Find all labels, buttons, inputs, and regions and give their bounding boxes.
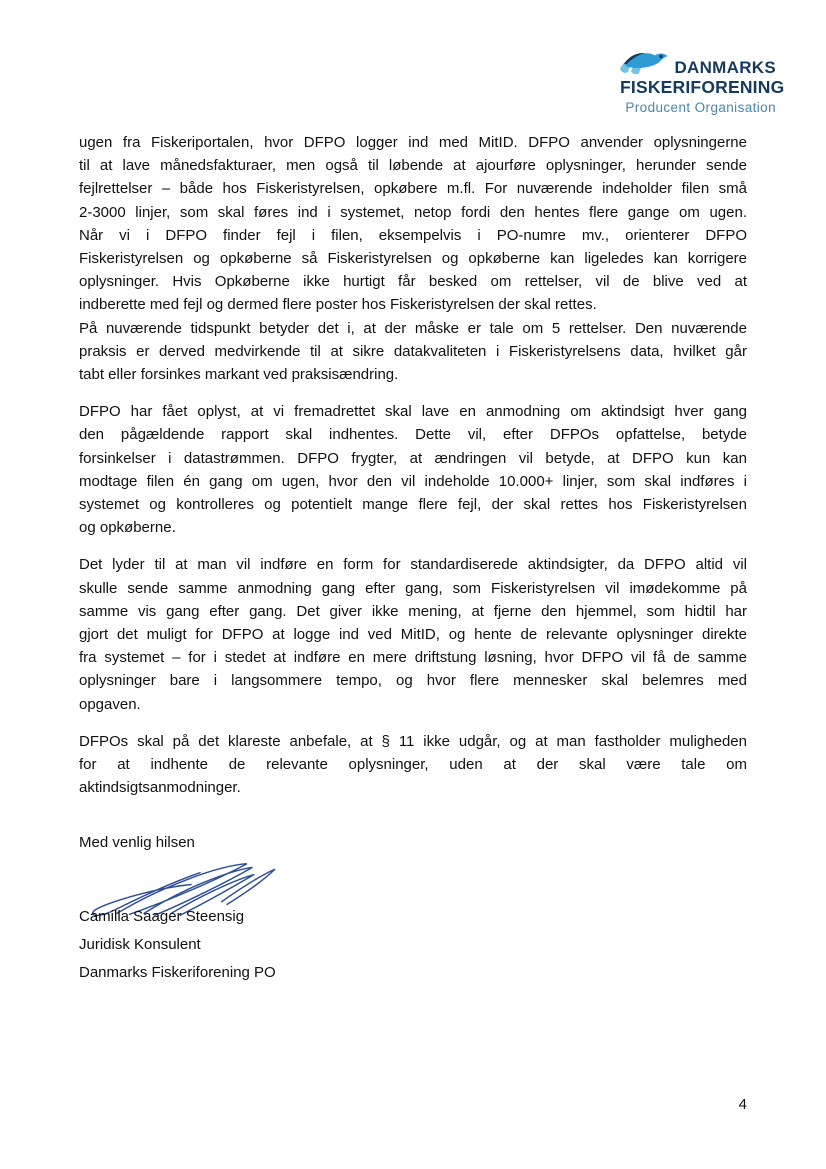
closing-salutation: Med venlig hilsen bbox=[79, 834, 195, 852]
paragraph-line: forsinkelser i datastrømmen. DFPO frygter, at ændringen vil betyde, at DFPO kun kan bbox=[79, 449, 747, 467]
paragraph-line: aktindsigtsanmodninger. bbox=[79, 779, 241, 797]
fish-wave-icon bbox=[618, 50, 670, 77]
paragraph-line: gjort det muligt for DFPO at logge ind ved MitID, og hente de relevante oplysninger direkte bbox=[79, 626, 747, 644]
signatory-name: Camilla Saager Steensig bbox=[79, 907, 245, 925]
page-number: 4 bbox=[738, 1096, 747, 1113]
paragraph-line: og opkøberne. bbox=[79, 519, 176, 537]
paragraph-line: fra systemet – for i stedet at indføre en mere driftstung løsning, hvor DFPO vil få de samme bbox=[79, 649, 747, 667]
paragraph bbox=[79, 553, 747, 715]
paragraph-line: oplysninger bare i langsommere tempo, og hvor flere mennesker skal belemres med bbox=[79, 672, 747, 690]
paragraph-line: modtage filen én gang om ugen, hvor den vil indeholde 10.000+ linjer, som skal indføres i bbox=[79, 472, 747, 490]
paragraph-line: systemet og kontrolleres og potentielt mange flere fejl, der skal rettes hos Fiskeristyrelsen bbox=[79, 496, 747, 514]
paragraph-line: fejlrettelser – både hos Fiskeristyrelsen, opkøbere m.fl. For nuværende indeholder filen små bbox=[79, 180, 747, 198]
paragraph-line: Fiskeristyrelsen og opkøberne så Fiskeristyrelsen og opkøberne kan ligeledes kan korrigere bbox=[79, 250, 747, 268]
paragraph-line: opgaven. bbox=[79, 695, 141, 713]
logo-text-fiskeriforening: FISKERIFORENING bbox=[620, 77, 785, 97]
paragraph-line: oplysninger. Hvis Opkøberne ikke hurtigt får besked om rettelser, vil de blive ved at bbox=[79, 273, 747, 291]
paragraph-line: til at lave månedsfakturaer, men også til løbende at ajourføre oplysninger, herunder sende bbox=[79, 157, 747, 175]
paragraph-line: DFPOs skal på det klareste anbefale, at § 11 ikke udgår, og at man fastholder muligheden bbox=[79, 732, 747, 750]
paragraph bbox=[79, 400, 747, 539]
paragraph-line: Når vi i DFPO finder fejl i filen, eksempelvis i PO-numre mv., orienterer DFPO bbox=[79, 226, 747, 244]
body-paragraphs bbox=[79, 131, 747, 799]
paragraph-line: ugen fra Fiskeriportalen, hvor DFPO logger ind med MitID. DFPO anvender oplysningerne bbox=[79, 134, 747, 151]
logo-text-danmarks: DANMARKS bbox=[674, 58, 776, 77]
org-logo bbox=[620, 50, 785, 115]
paragraph-line: for at indhente de relevante oplysninger, uden at der skal være tale om bbox=[79, 756, 747, 774]
paragraph-line: den pågældende rapport skal indhentes. Dette vil, efter DFPOs opfattelse, betyde bbox=[79, 426, 747, 444]
paragraph bbox=[79, 730, 747, 800]
letter-body bbox=[79, 131, 747, 989]
signatory-org: Danmarks Fiskeriforening PO bbox=[79, 964, 276, 982]
paragraph-line: indberette med fejl og dermed flere poster hos Fiskeristyrelsen der skal rettes. bbox=[79, 296, 597, 314]
paragraph-line: tabt eller forsinkes markant ved praksisændring. bbox=[79, 366, 399, 384]
paragraph bbox=[79, 131, 747, 386]
paragraph-line: 2-3000 linjer, som skal føres ind i systemet, netop fordi den hentes flere gange om ugen. bbox=[79, 203, 747, 221]
logo-top-row bbox=[620, 50, 776, 76]
signatory-title: Juridisk Konsulent bbox=[79, 935, 201, 953]
paragraph-line: Det lyder til at man vil indføre en form for standardiserede aktindsigter, da DFPO altid vil bbox=[79, 556, 747, 574]
paragraph-line: På nuværende tidspunkt betyder det i, at der måske er tale om 5 rettelser. Den nuværende bbox=[79, 319, 747, 337]
paragraph-line: praksis er derved medvirkende til at sikre datakvaliteten i Fiskeristyrelsens data, hvilket går bbox=[79, 342, 747, 360]
paragraph-line: samme vis gang efter gang. Det giver ikke mening, at fjerne den hjemmel, som hidtil har bbox=[79, 602, 747, 620]
logo-text-producent-organisation: Producent Organisation bbox=[625, 99, 776, 115]
paragraph-line: skulle sende samme anmodning gang efter gang, som Fiskeristyrelsen vil imødekomme på bbox=[79, 579, 747, 597]
paragraph-line: DFPO har fået oplyst, at vi fremadrettet skal lave en anmodning om aktindsigt hver gang bbox=[79, 403, 747, 421]
